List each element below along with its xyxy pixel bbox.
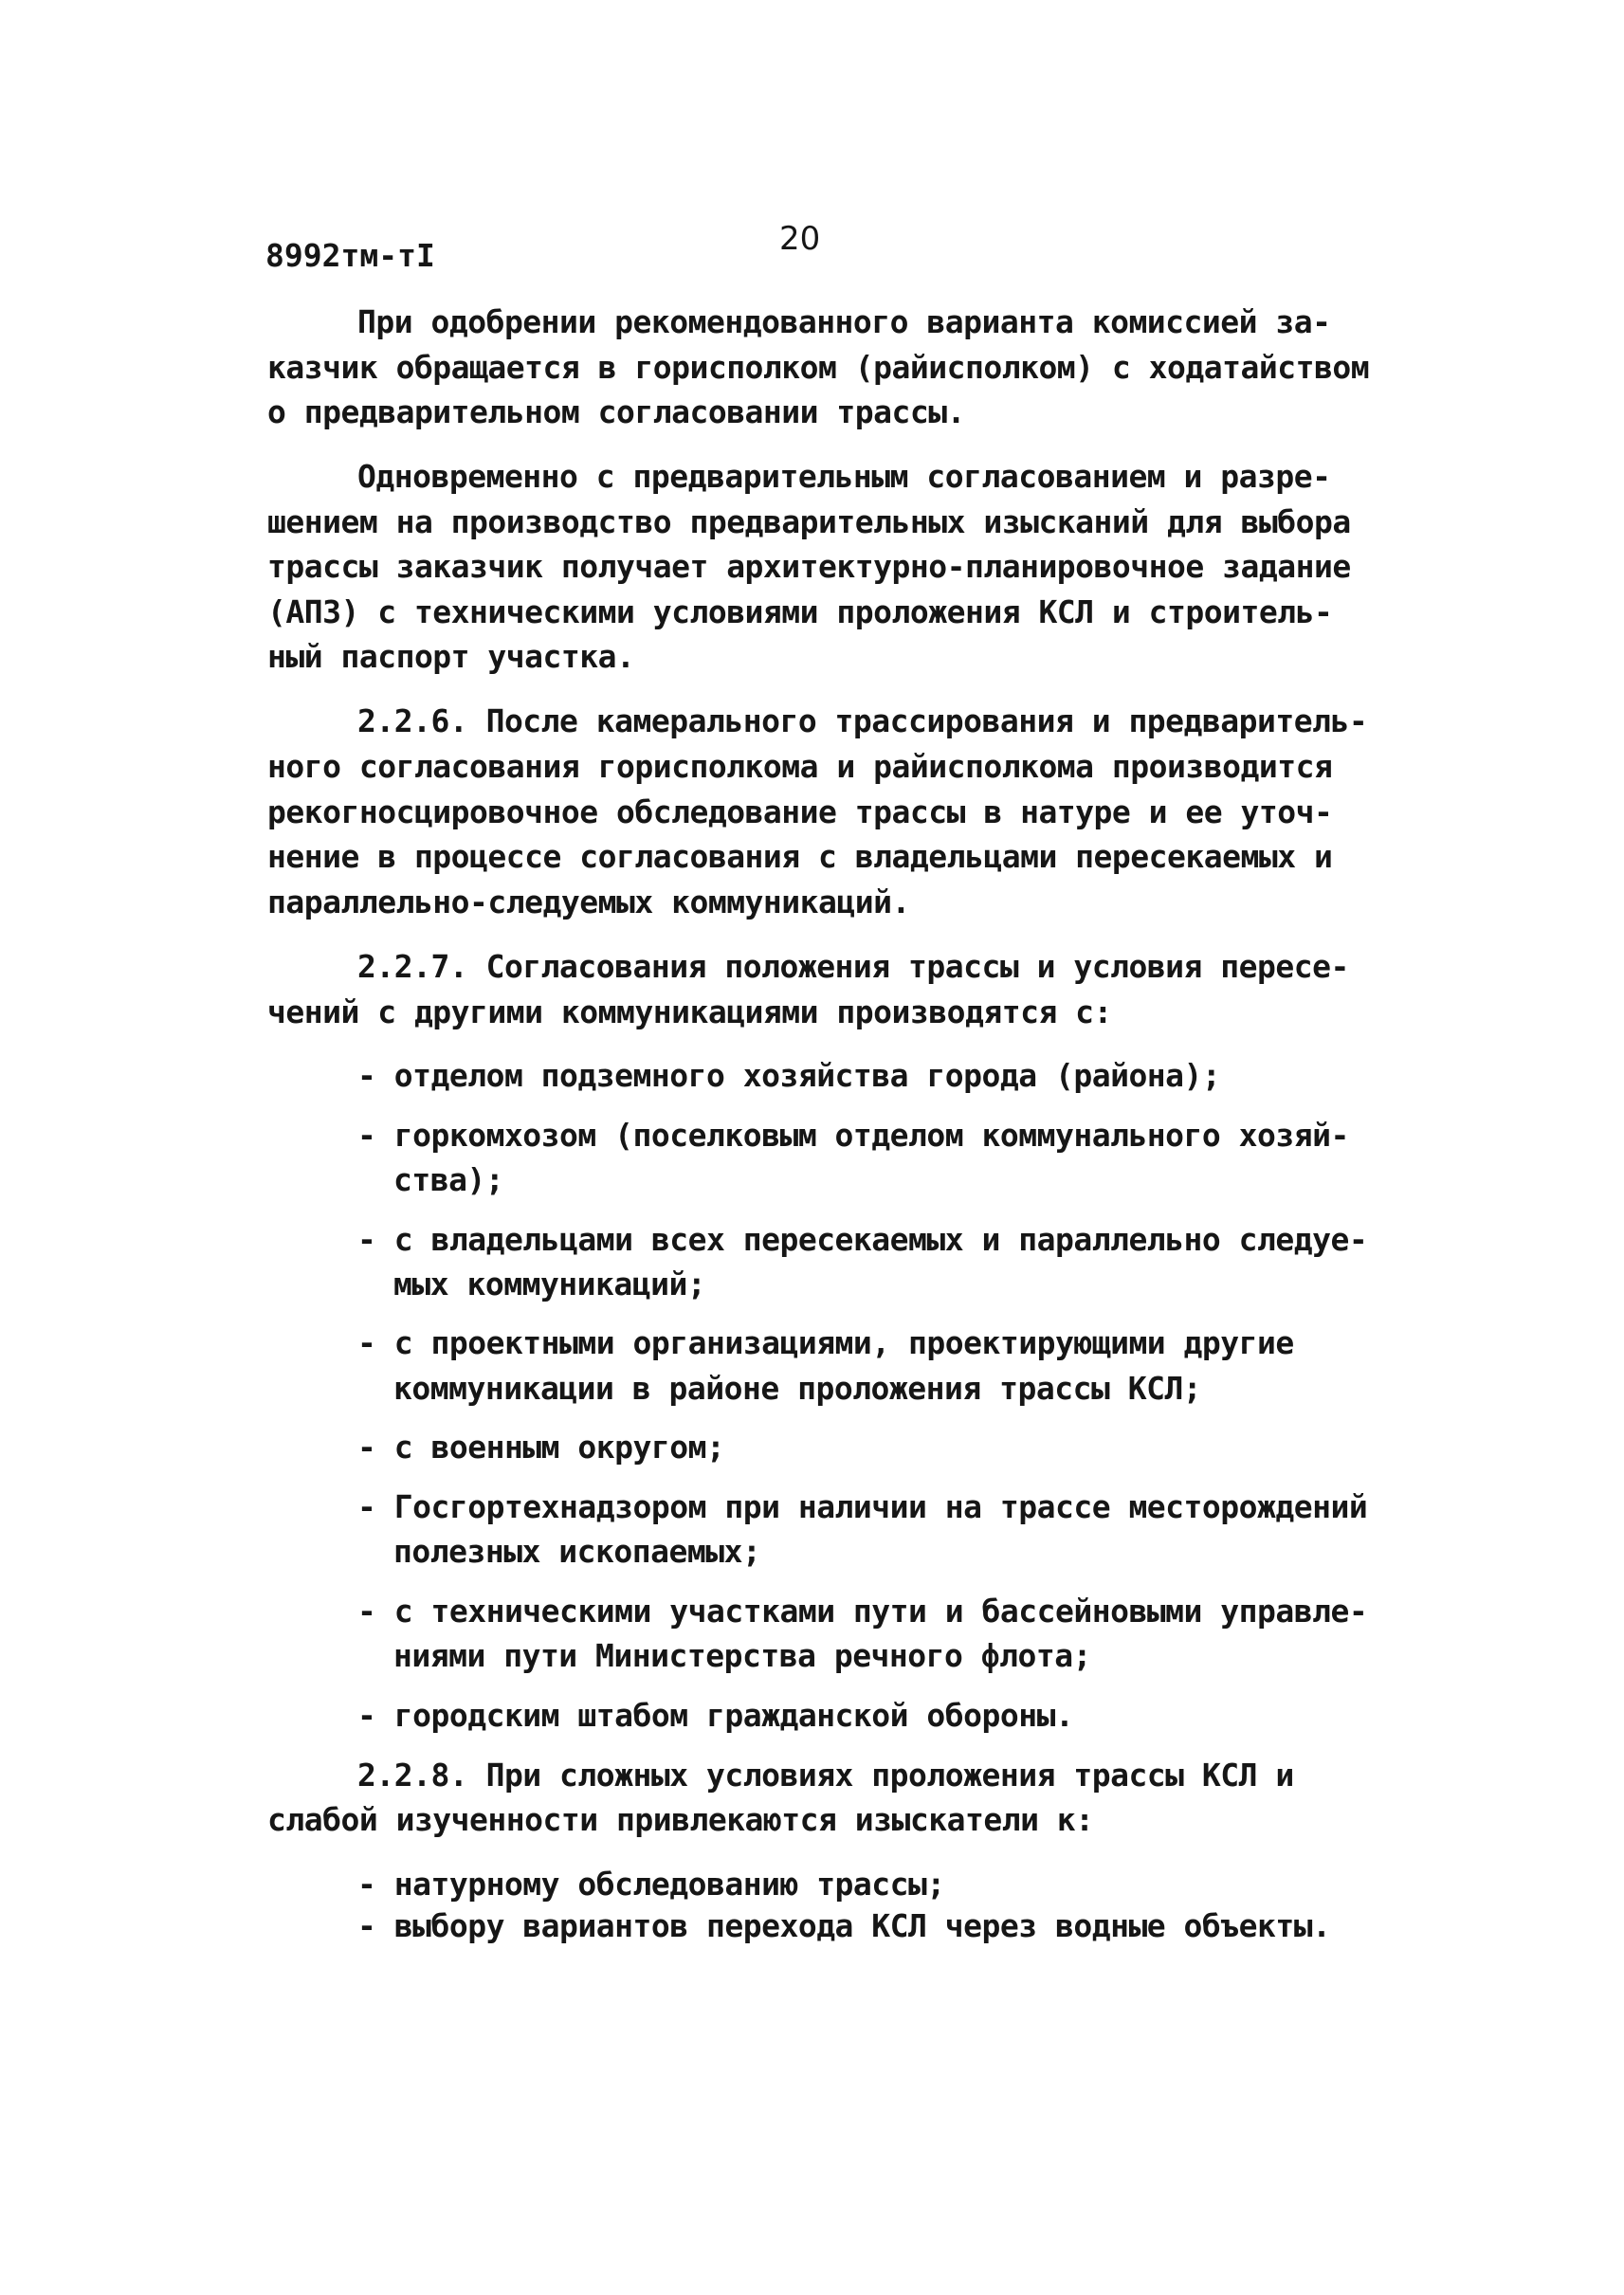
list-item: - с владельцами всех пересекаемых и параллельно следуе- (357, 1221, 1368, 1258)
text-line: трассы заказчик получает архитектурно-планировочное задание (267, 548, 1351, 585)
text-line: При одобрении рекомендованного варианта комиссией за- (357, 303, 1331, 340)
page-number: 20 (779, 220, 821, 258)
text-line: параллельно-следуемых коммуникаций. (267, 883, 910, 920)
text-line: о предварительном согласовании трассы. (267, 393, 965, 430)
list-item: - с проектными организациями, проектирующими другие (357, 1324, 1294, 1361)
list-item-continuation: коммуникации в районе проложения трассы КСЛ; (393, 1370, 1202, 1407)
list-item-continuation: полезных ископаемых; (393, 1533, 761, 1570)
list-item-continuation: ниями пути Министерства речного флота; (393, 1637, 1091, 1674)
text-line: нение в процессе согласования с владельцами пересекаемых и (267, 838, 1333, 875)
text-line: 2.2.7. Согласования положения трассы и условия пересе- (357, 948, 1349, 985)
list-item: - отделом подземного хозяйства города (района); (357, 1057, 1221, 1094)
text-line: 2.2.8. При сложных условиях проложения трассы КСЛ и (357, 1757, 1294, 1794)
text-line: ного согласования горисполкома и райисполкома производится (267, 748, 1333, 785)
list-item-continuation: ства); (393, 1161, 504, 1198)
text-line: шением на производство предварительных изысканий для выбора (267, 503, 1351, 540)
text-line: слабой изученности привлекаются изыскатели к: (267, 1801, 1094, 1838)
text-line: (АПЗ) с техническими условиями проложения КСЛ и строитель- (267, 593, 1333, 630)
text-line: 2.2.6. После камерального трассирования и предваритель- (357, 702, 1368, 739)
list-item: - с техническими участками пути и бассейновыми управле- (357, 1593, 1368, 1630)
list-item: - натурному обследованию трассы; (357, 1866, 945, 1903)
text-line: казчик обращается в горисполком (райисполком) с ходатайством (267, 349, 1370, 386)
document-code: 8992тм-тI (265, 237, 435, 274)
list-item: - с военным округом; (357, 1429, 725, 1466)
list-item: - горкомхозом (поселковым отделом коммунального хозяй- (357, 1117, 1349, 1154)
list-item-continuation: мых коммуникаций; (393, 1266, 706, 1302)
text-line: рекогносцировочное обследование трассы в натуре и ее уточ- (267, 793, 1333, 830)
list-item: - Госгортехнадзором при наличии на трассе месторождений (357, 1488, 1368, 1525)
text-line: чений с другими коммуникациями производятся с: (267, 993, 1112, 1030)
list-item: - городским штабом гражданской обороны. (357, 1697, 1074, 1734)
list-item: - выбору вариантов перехода КСЛ через водные объекты. (357, 1907, 1331, 1944)
text-line: ный паспорт участка. (267, 638, 635, 675)
text-line: Одновременно с предварительным согласованием и разре- (357, 458, 1331, 495)
